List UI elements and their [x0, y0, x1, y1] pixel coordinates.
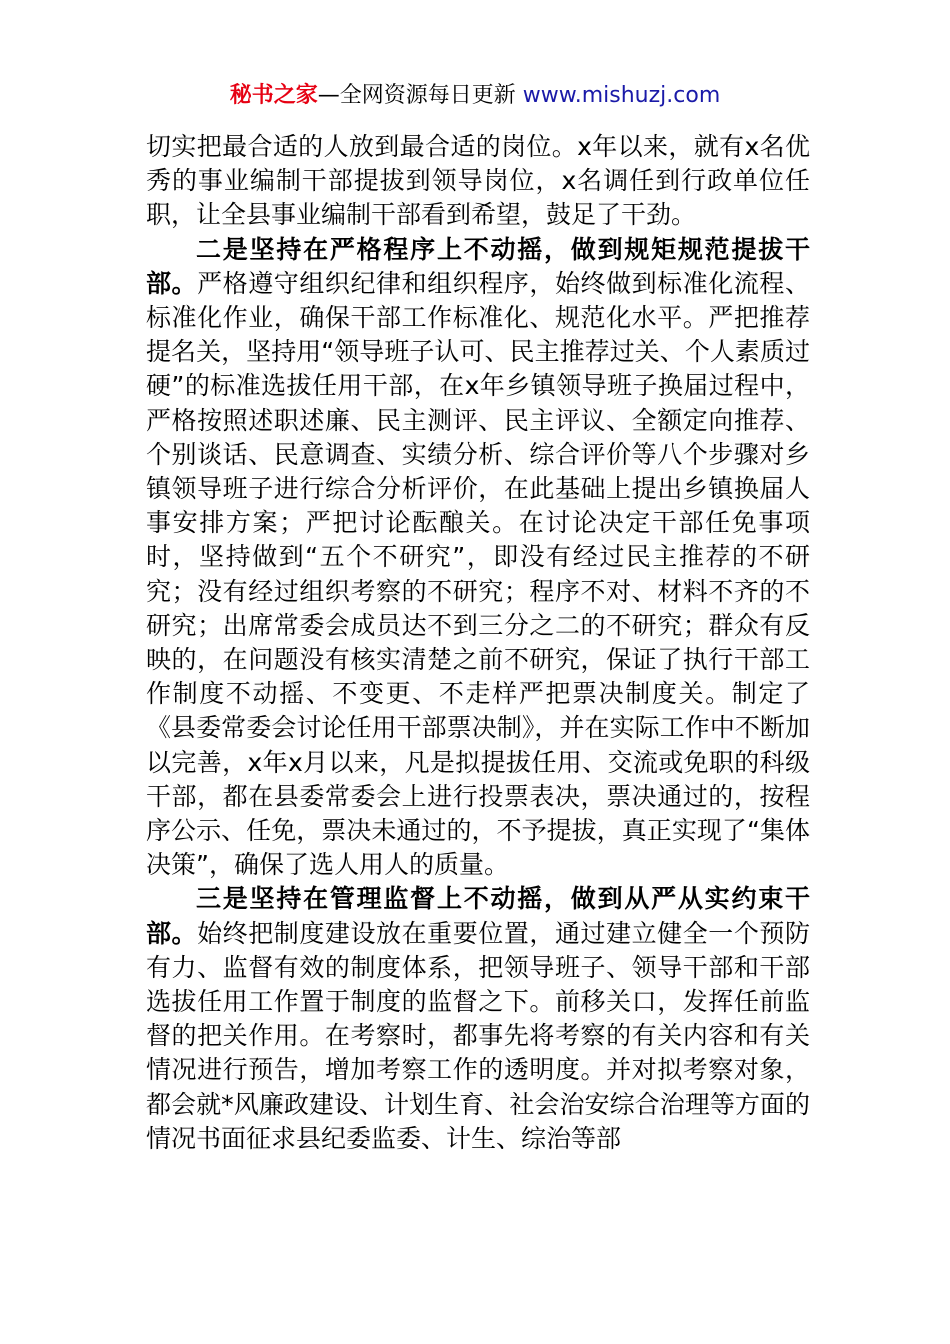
document-body	[146, 130, 810, 1156]
site-header	[0, 80, 950, 112]
paragraph-body: 严格遵守组织纪律和组织程序，始终做到标准化流程、标准化作业，确保干部工作标准化、规范化水平。严把推荐提名关，坚持用“领导班子认可、民主推荐过关、个人素质过硬”的标准选拔任用干部，在x年乡镇领导班子换届过程中，严格按照述职述廉、民主测评、民主评议、全额定向推荐、个别谈话、民意调查、实绩分析、综合评价等八个步骤对乡镇领导班子进行综合分析评价，在此基础上提出乡镇换届人事安排方案；严把讨论酝酿关。在讨论决定干部任免事项时，坚持做到“五个不研究”，即没有经过民主推荐的不研究；没有经过组织考察的不研究；程序不对、材料不齐的不研究；出席常委会成员达不到三分之二的不研究；群众有反映的，在问题没有核实清楚之前不研究，保证了执行干部工作制度不动摇、不变更、不走样严把票决制度关。制定了《县委常委会讨论任用干部票决制》，并在实际工作中不断加以完善，x年x月以来，凡是拟提拔任用、交流或免职的科级干部，都在县委常委会上进行投票表决，票决通过的，按程序公示、任免，票决未通过的，不予提拔，真正实现了“集体决策”，确保了选人用人的质量。	[146, 268, 810, 880]
paragraph-lead: 二是坚持在严格程序上不动摇，做到规矩规范提拔干部。	[146, 234, 810, 298]
site-brand: 秘书之家	[229, 83, 318, 108]
paragraph-body: 始终把制度建设放在重要位置，通过建立健全一个预防有力、监督有效的制度体系，把领导班子、领导干部和干部选拔任用工作置于制度的监督之下。前移关口，发挥任前监督的把关作用。在考察时，都事先将考察的有关内容和有关情况进行预告，增加考察工作的透明度。并对拟考察对象，都会就*风廉政建设、计划生育、社会治安综合治理等方面的情况书面征求县纪委监委、计生、综治等部	[146, 918, 810, 1153]
site-tagline: —全网资源每日更新	[317, 83, 523, 108]
paragraph-body: 切实把最合适的人放到最合适的岗位。x年以来，就有x名优秀的事业编制干部提拔到领导岗位，x名调任到行政单位任职，让全县事业编制干部看到希望，鼓足了干劲。	[146, 132, 810, 230]
paragraph-1	[146, 130, 810, 233]
paragraph-3	[146, 882, 810, 1156]
paragraph-2	[146, 233, 810, 883]
site-url-link[interactable]: www.mishuzj.com	[522, 83, 721, 108]
paragraph-lead: 三是坚持在管理监督上不动摇，做到从严从实约束干部。	[146, 884, 810, 948]
